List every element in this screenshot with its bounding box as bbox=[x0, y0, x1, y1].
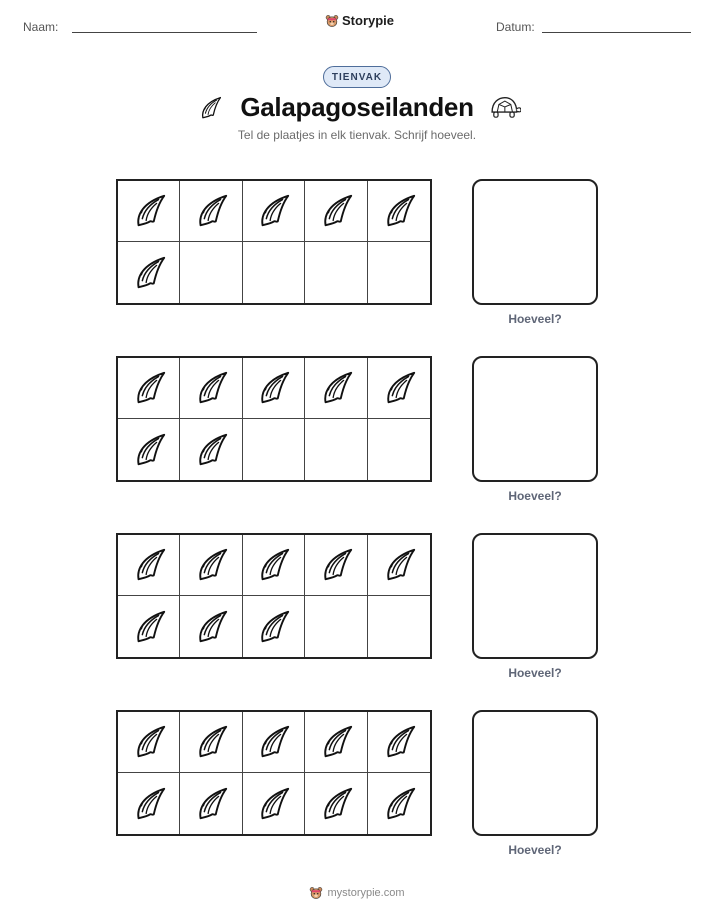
date-label: Datum: bbox=[496, 20, 535, 34]
tortoise-icon bbox=[487, 95, 521, 119]
horn-icon bbox=[254, 608, 292, 646]
page-title: Galapagoseilanden bbox=[240, 92, 474, 122]
horn-icon bbox=[130, 546, 168, 584]
ten-frame-cell bbox=[118, 596, 180, 657]
brand-name: Storypie bbox=[342, 13, 395, 28]
bear-logo-icon bbox=[309, 886, 323, 900]
ten-frame-cell bbox=[180, 419, 242, 480]
ten-frame-cell bbox=[368, 358, 430, 419]
ten-frame-cell bbox=[118, 535, 180, 596]
horn-icon bbox=[380, 785, 418, 823]
horn-icon bbox=[130, 723, 168, 761]
bear-logo-icon bbox=[325, 14, 339, 28]
answer-box[interactable] bbox=[472, 356, 598, 482]
ten-frame bbox=[116, 533, 432, 659]
horn-icon bbox=[380, 369, 418, 407]
ten-frame-cell bbox=[368, 773, 430, 834]
name-label: Naam: bbox=[23, 20, 59, 34]
horn-icon bbox=[130, 369, 168, 407]
horn-icon bbox=[192, 431, 230, 469]
answer-label: Hoeveel? bbox=[508, 666, 562, 680]
horn-icon bbox=[317, 192, 355, 230]
ten-frame-cell bbox=[368, 712, 430, 773]
instructions: Tel de plaatjes in elk tienvak. Schrijf hoeveel. bbox=[237, 128, 477, 142]
horn-icon bbox=[130, 785, 168, 823]
ten-frame-cell bbox=[368, 181, 430, 242]
horn-icon bbox=[317, 723, 355, 761]
ten-frame-cell bbox=[118, 712, 180, 773]
horn-icon bbox=[130, 192, 168, 230]
ten-frame-cell bbox=[243, 535, 305, 596]
horn-icon bbox=[192, 723, 230, 761]
ten-frame-cell bbox=[243, 419, 305, 480]
horn-icon bbox=[380, 192, 418, 230]
ten-frame-cell bbox=[118, 181, 180, 242]
ten-frame-cell bbox=[180, 712, 242, 773]
horn-icon bbox=[130, 608, 168, 646]
ten-frame-cell bbox=[305, 358, 367, 419]
answer-box[interactable] bbox=[472, 710, 598, 836]
ten-frame-cell bbox=[305, 419, 367, 480]
ten-frame bbox=[116, 710, 432, 836]
ten-frame-cell bbox=[180, 358, 242, 419]
answer-box[interactable] bbox=[472, 533, 598, 659]
horn-icon bbox=[254, 192, 292, 230]
horn-icon bbox=[192, 192, 230, 230]
footer-url: mystorypie.com bbox=[327, 887, 405, 899]
ten-frame-cell bbox=[368, 242, 430, 303]
ten-frame-cell bbox=[243, 358, 305, 419]
ten-frame-cell bbox=[368, 419, 430, 480]
footer bbox=[0, 886, 714, 900]
ten-frame-cell bbox=[180, 181, 242, 242]
ten-frame-cell bbox=[118, 773, 180, 834]
ten-frame-cell bbox=[305, 773, 367, 834]
ten-frame-cell bbox=[243, 181, 305, 242]
ten-frame-cell bbox=[305, 712, 367, 773]
horn-icon bbox=[380, 546, 418, 584]
ten-frame-cell bbox=[180, 535, 242, 596]
ten-frame-cell bbox=[305, 181, 367, 242]
ten-frame-cell bbox=[243, 773, 305, 834]
horn-icon bbox=[254, 546, 292, 584]
name-line[interactable] bbox=[72, 32, 257, 33]
horn-icon bbox=[130, 431, 168, 469]
horn-icon bbox=[317, 785, 355, 823]
ten-frame-cell bbox=[243, 242, 305, 303]
ten-frame-cell bbox=[118, 358, 180, 419]
ten-frame bbox=[116, 179, 432, 305]
horn-icon bbox=[254, 369, 292, 407]
ten-frame-cell bbox=[180, 242, 242, 303]
horn-icon bbox=[317, 546, 355, 584]
horn-icon bbox=[192, 785, 230, 823]
answer-label: Hoeveel? bbox=[508, 312, 562, 326]
ten-frame bbox=[116, 356, 432, 482]
ten-frame-cell bbox=[180, 773, 242, 834]
ten-frame-cell bbox=[368, 535, 430, 596]
horn-icon bbox=[254, 723, 292, 761]
horn-icon bbox=[192, 369, 230, 407]
ten-frame-cell bbox=[118, 242, 180, 303]
ten-frame-cell bbox=[368, 596, 430, 657]
horn-icon bbox=[192, 546, 230, 584]
ten-frame-cell bbox=[243, 712, 305, 773]
ten-frame-cell bbox=[305, 242, 367, 303]
answer-label: Hoeveel? bbox=[508, 843, 562, 857]
horn-icon bbox=[130, 254, 168, 292]
horn-icon bbox=[317, 369, 355, 407]
ten-frame-cell bbox=[118, 419, 180, 480]
worksheet-type-badge: TIENVAK bbox=[323, 66, 391, 88]
date-line[interactable] bbox=[542, 32, 691, 33]
answer-label: Hoeveel? bbox=[508, 489, 562, 503]
ten-frame-cell bbox=[243, 596, 305, 657]
ten-frame-cell bbox=[180, 596, 242, 657]
answer-box[interactable] bbox=[472, 179, 598, 305]
horn-icon bbox=[254, 785, 292, 823]
brand-logo bbox=[325, 13, 394, 28]
ten-frame-cell bbox=[305, 535, 367, 596]
horn-icon bbox=[192, 608, 230, 646]
ten-frame-cell bbox=[305, 596, 367, 657]
horn-icon bbox=[380, 723, 418, 761]
